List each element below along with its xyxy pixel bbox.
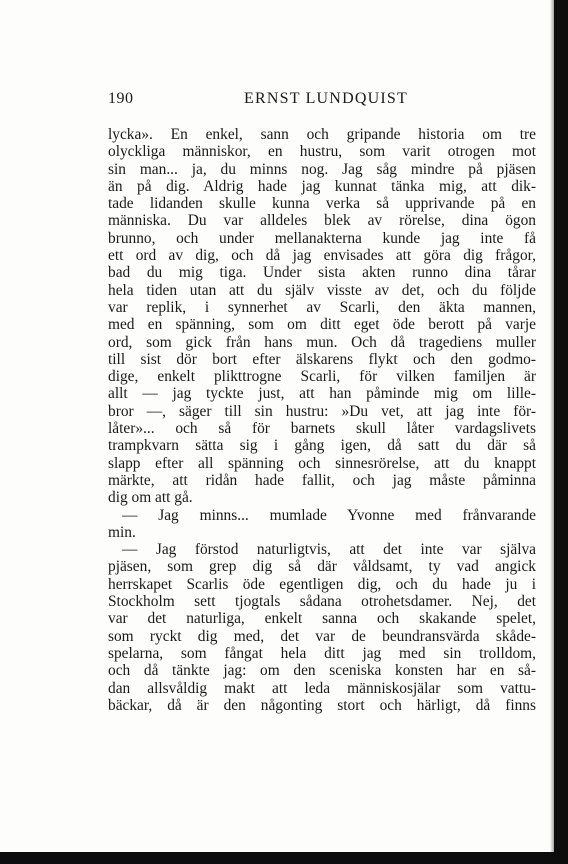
text-line: min. <box>108 523 136 541</box>
text-line: bror —, säger till sin hustru: »Du vet, att jag inte för- <box>108 402 536 420</box>
scan-edge-right <box>554 0 568 864</box>
text-line: herrskapet Scarlis öde egentligen dig, och du hade ju i <box>108 575 536 593</box>
text-line: slapp efter all spänning och sinnesrörelse, att du knappt <box>108 454 536 472</box>
text-line: bad du mig tiga. Under sista akten runno dina tårar <box>108 264 536 282</box>
text-line: pjäsen, som grep dig så där våldsamt, ty vad angick <box>108 558 536 576</box>
page-number: 190 <box>108 90 134 107</box>
text-line: brunno, och under mellanakterna kunde jag inte få <box>108 229 536 247</box>
text-line: — Jag minns... mumlade Yvonne med frånvarande <box>122 506 536 524</box>
text-line: spelarna, som fångat hela ditt jag med sin trolldom, <box>108 644 536 662</box>
text-line: var det naturliga, enkelt sanna och skakande spelet, <box>108 610 536 628</box>
text-line: dige, enkelt plikttrogne Scarli, för vilken familjen är <box>108 368 536 386</box>
text-line: till sist dör bort efter älskarens flykt och den godmo- <box>108 350 536 368</box>
body-text <box>108 126 536 714</box>
text-line: människa. Du var alldeles blek av rörelse, dina ögon <box>108 212 536 230</box>
text-line: ord, som gick från hans mun. Och då tragediens muller <box>108 333 536 351</box>
text-line: än på dig. Aldrig hade jag kunnat tänka mig, att dik- <box>108 177 536 195</box>
text-line: ett ord av dig, och då jag envisades att göra dig frågor, <box>108 247 536 265</box>
text-line: allt — jag tyckte just, att han påminde mig om lille- <box>108 385 536 403</box>
text-line: dig om att gå. <box>108 489 193 507</box>
text-line: låter»... och så för barnets skull låter vardagslivets <box>108 420 536 438</box>
text-line: och då tänkte jag: om den sceniska konsten har en så- <box>108 662 536 680</box>
text-line: sin man... ja, du minns nog. Jag såg mindre på pjäsen <box>108 160 536 178</box>
running-head: ERNST LUNDQUIST <box>244 90 408 107</box>
text-line: som ryckt dig med, det var de beundransvärda skåde- <box>108 627 536 645</box>
text-line: tade lidanden skulle kunna verka så upprivande på en <box>108 195 536 213</box>
text-line: trampkvarn sätta sig i gång igen, då satt du där så <box>108 437 536 455</box>
text-line: olyckliga människor, en hustru, som varit otrogen mot <box>108 143 536 161</box>
text-line: dan allsvåldig makt att leda människosjälar som vattu- <box>108 679 536 697</box>
text-line: med en spänning, som om ditt eget öde berott på varje <box>108 316 536 334</box>
text-line: lycka». En enkel, sann och gripande historia om tre <box>108 126 536 143</box>
text-line: märkte, att ridån hade fallit, och jag måste påminna <box>108 471 536 489</box>
text-line: var replik, i synnerhet av Scarli, den äkta mannen, <box>108 298 536 316</box>
page-header <box>108 90 536 112</box>
text-line: hela tiden utan att du själv visste av det, och du följde <box>108 281 536 299</box>
text-line: — Jag förstod naturligtvis, att det inte var själva <box>122 541 536 559</box>
scan-edge-bottom <box>0 852 568 864</box>
text-line: bäckar, då är den någonting stort och härligt, då finns <box>108 696 536 714</box>
text-line: Stockholm sett tjogtals sådana otrohetsdamer. Nej, det <box>108 593 536 611</box>
